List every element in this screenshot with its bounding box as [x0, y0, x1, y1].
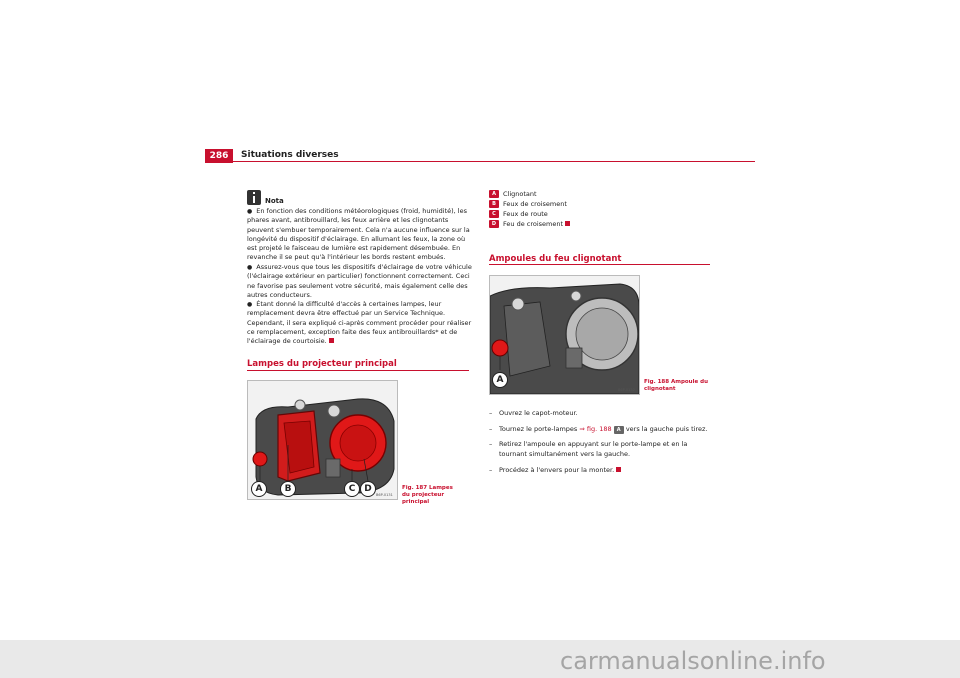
- legend-badge: D: [489, 220, 499, 228]
- heading-rule: [489, 264, 710, 265]
- page-number: 286: [205, 149, 233, 163]
- figure-188: [489, 275, 640, 395]
- heading-rule: [247, 370, 469, 371]
- legend-item-a: [489, 189, 537, 199]
- figure-label-d: D: [360, 481, 376, 497]
- headlamp-illustration: [248, 381, 397, 499]
- legend-text: Feux de croisement: [503, 200, 567, 208]
- heading-indicator-bulbs: Ampoules du feu clignotant: [489, 254, 622, 264]
- heading-main-headlamp: Lampes du projecteur principal: [247, 359, 397, 369]
- indicator-illustration: [490, 276, 639, 394]
- step-1: – Ouvrez le capot-moteur.: [489, 409, 578, 417]
- note-bullet-3: ● Étant donné la difficulté d'accès à certaines lampes, leur remplacement devra être effectué par un Service Technique. Cependant, il sera expliqué ci-après comment procéder pour réaliser ce remplacement, exception faite des feux antibrouillards* et de l'éclairage de courtoisie.: [247, 300, 473, 346]
- legend-text: Feux de route: [503, 210, 548, 218]
- legend-item-b: [489, 199, 567, 209]
- note-title: Nota: [265, 197, 284, 205]
- step-4: – Procédez à l'envers pour la monter.: [489, 465, 713, 475]
- figure-label-a: A: [251, 481, 267, 497]
- header-rule: [205, 161, 755, 162]
- section-title: Situations diverses: [241, 150, 339, 160]
- legend-badge: A: [489, 190, 499, 198]
- note-bullet-1: ● En fonction des conditions météorologiques (froid, humidité), les phares avant, antibrouillard, les feux arrière et les clignotants peuvent s'embuer temporairement. Cela n'a aucune influence sur la longévité du dispositif d'éclairage. En allumant les feux, la zone où est projeté le faisceau de lumière est rapidement désembuée. En revanche il se peut qu'à l'intérieur les bords restent embués.: [247, 207, 473, 263]
- figure-code: B6P-0132: [618, 388, 635, 392]
- legend-text: Clignotant: [503, 190, 537, 198]
- figure-label-a: A: [492, 372, 508, 388]
- figure-code: B6P-0131: [376, 493, 393, 497]
- end-marker: [565, 221, 570, 226]
- legend-item-c: [489, 209, 548, 219]
- legend-badge: C: [489, 210, 499, 218]
- figure-reference-link[interactable]: ⇒ fig. 188: [579, 425, 612, 433]
- figure-label-c: C: [344, 481, 360, 497]
- info-icon: [247, 190, 261, 205]
- step-3: – Retirez l'ampoule en appuyant sur le porte-lampe et en la tournant simultanément vers la gauche.: [489, 440, 688, 458]
- figure-label-b: B: [280, 481, 296, 497]
- legend-text: Feu de croisement: [503, 220, 564, 228]
- inline-badge-a: A: [614, 426, 624, 434]
- note-bullet-2: ● Assurez-vous que tous les dispositifs d'éclairage de votre véhicule (l'éclairage extérieur en particulier) fonctionnent correctement. Ceci ne favorise pas seulement votre sécurité, mais également celle des autres conducteurs.: [247, 263, 473, 300]
- figure-187: [247, 380, 398, 500]
- step-2: – Tournez le porte-lampes ⇒ fig. 188 A vers la gauche puis tirez.: [489, 425, 708, 433]
- figure-188-caption: Fig. 188 Ampoule du clignotant: [644, 379, 708, 392]
- legend-badge: B: [489, 200, 499, 208]
- end-marker: [329, 338, 334, 343]
- watermark[interactable]: carmanualsonline.info: [560, 647, 826, 675]
- figure-187-caption: Fig. 187 Lampes du projecteur principal: [402, 485, 453, 505]
- legend-item-d: [489, 219, 570, 229]
- end-marker: [616, 467, 621, 472]
